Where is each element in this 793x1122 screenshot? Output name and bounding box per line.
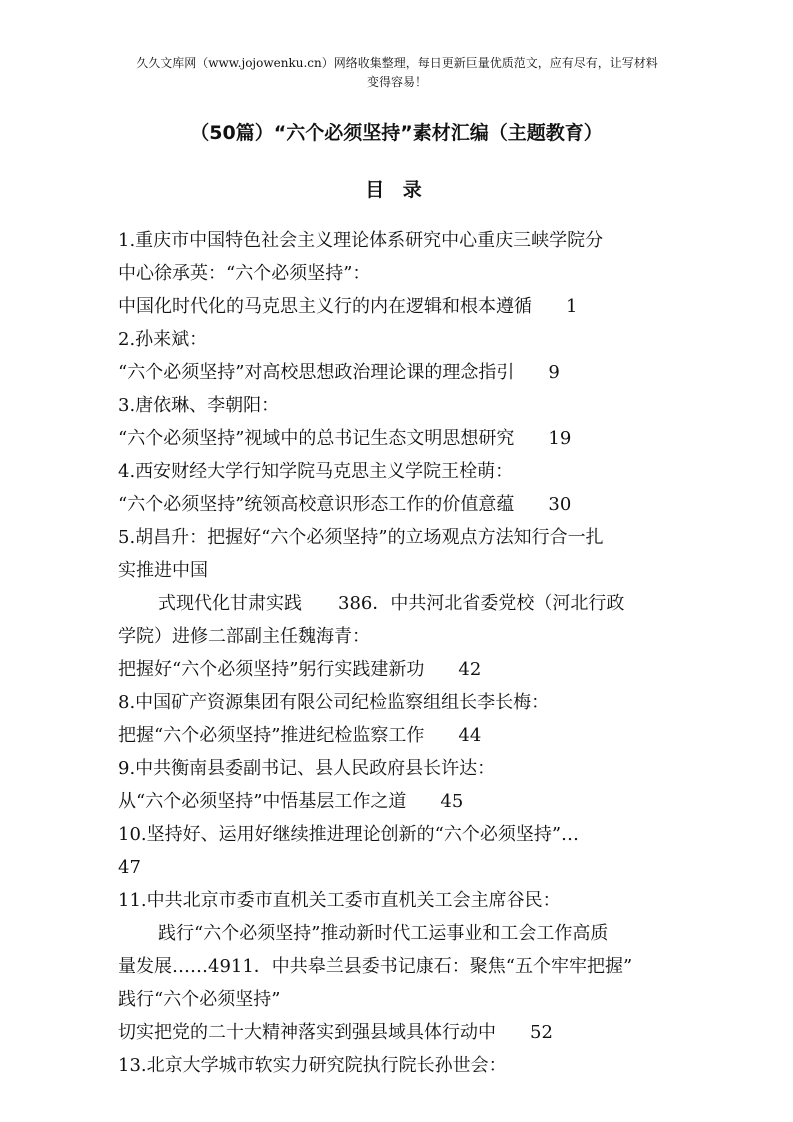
header-line-1: 久久文库网（www.jojowenku.cn）网络收集整理，每日更新巨量优质范文，应有尽有，让写材料 — [136, 56, 658, 70]
toc-text: “六个必须坚持”对高校思想政治理论课的理念指引 — [118, 362, 515, 383]
toc-line — [118, 488, 680, 521]
toc-line — [118, 686, 680, 719]
toc-text: 中国化时代化的马克思主义行的内在逻辑和根本遵循 — [118, 296, 532, 317]
toc-text: 践行“六个必须坚持”推动新时代工运事业和工会工作高质 — [158, 923, 609, 944]
toc-line — [118, 719, 680, 752]
toc-line — [118, 1049, 680, 1082]
toc-heading: 目 录 — [365, 179, 428, 201]
toc-page-number: 9 — [548, 362, 560, 383]
document-title: （50篇）“六个必须坚持”素材汇编（主题教育） — [190, 122, 603, 144]
toc-text: 47 — [118, 857, 141, 878]
toc-line — [118, 356, 680, 389]
toc-page-number: 1 — [566, 296, 578, 317]
toc-text: 4.西安财经大学行知学院马克思主义学院王栓萌： — [118, 461, 514, 482]
toc-line — [118, 884, 680, 917]
toc-line — [118, 257, 680, 290]
toc-page-number: 44 — [458, 725, 482, 746]
toc-line — [118, 818, 680, 851]
toc-text: “六个必须坚持”统领高校意识形态工作的价值意蕴 — [118, 494, 515, 515]
table-of-contents — [118, 224, 680, 1082]
toc-line — [118, 224, 680, 257]
toc-text: 量发展……4911．中共皋兰县委书记康石：聚焦“五个牢牢把握” — [118, 956, 633, 977]
toc-text: 8.中国矿产资源集团有限公司纪检监察组组长李长梅： — [118, 692, 550, 713]
toc-text: 式现代化甘肃实践 386．中共河北省委党校（河北行政 — [158, 593, 625, 614]
toc-page-number: 45 — [440, 791, 464, 812]
toc-line — [118, 389, 680, 422]
toc-line — [118, 983, 680, 1016]
toc-text: 中心徐承英：“六个必须坚持”： — [118, 263, 371, 284]
toc-text: 10.坚持好、运用好继续推进理论创新的“六个必须坚持”… — [118, 824, 580, 845]
toc-line — [118, 620, 680, 653]
toc-page-number: 30 — [548, 494, 572, 515]
toc-text: 1.重庆市中国特色社会主义理论体系研究中心重庆三峡学院分 — [118, 230, 604, 251]
toc-text: 实推进中国 — [118, 560, 208, 581]
toc-text: 13.北京大学城市软实力研究院执行院长孙世会： — [118, 1055, 507, 1076]
toc-page-number: 42 — [458, 659, 482, 680]
toc-line — [118, 653, 680, 686]
toc-text: 9.中共衡南县委副书记、县人民政府县长许达： — [118, 758, 496, 779]
toc-line — [118, 554, 680, 587]
toc-line — [118, 785, 680, 818]
toc-page-number: 52 — [530, 1022, 553, 1043]
toc-line — [118, 851, 680, 884]
toc-text: 把握好“六个必须坚持”躬行实践建新功 — [118, 659, 425, 680]
toc-line — [118, 950, 680, 983]
toc-text: 11.中共北京市委市直机关工委市直机关工会主席谷民： — [118, 890, 561, 911]
toc-line — [118, 455, 680, 488]
toc-text: 从“六个必须坚持”中悟基层工作之道 — [118, 791, 407, 812]
toc-line — [118, 323, 680, 356]
toc-page-number: 19 — [548, 428, 572, 449]
toc-line — [118, 521, 680, 554]
toc-text: 5.胡昌升：把握好“六个必须坚持”的立场观点方法知行合一扎 — [118, 527, 604, 548]
toc-text: 学院）进修二部副主任魏海青： — [118, 626, 370, 647]
page-header — [110, 54, 684, 92]
header-line-2: 变得容易！ — [366, 75, 427, 89]
toc-line — [118, 422, 680, 455]
toc-line — [118, 917, 680, 950]
toc-line — [118, 587, 680, 620]
toc-text: “六个必须坚持”视域中的总书记生态文明思想研究 — [118, 428, 515, 449]
toc-text: 切实把党的二十大精神落实到强县域具体行动中 — [118, 1022, 496, 1043]
toc-text: 2.孙来斌： — [118, 329, 208, 350]
toc-line — [118, 752, 680, 785]
toc-line — [118, 290, 680, 323]
toc-line — [118, 1016, 680, 1049]
toc-text: 践行“六个必须坚持” — [118, 989, 281, 1010]
toc-text: 把握“六个必须坚持”推进纪检监察工作 — [118, 725, 425, 746]
toc-text: 3.唐依琳、李朝阳： — [118, 395, 280, 416]
